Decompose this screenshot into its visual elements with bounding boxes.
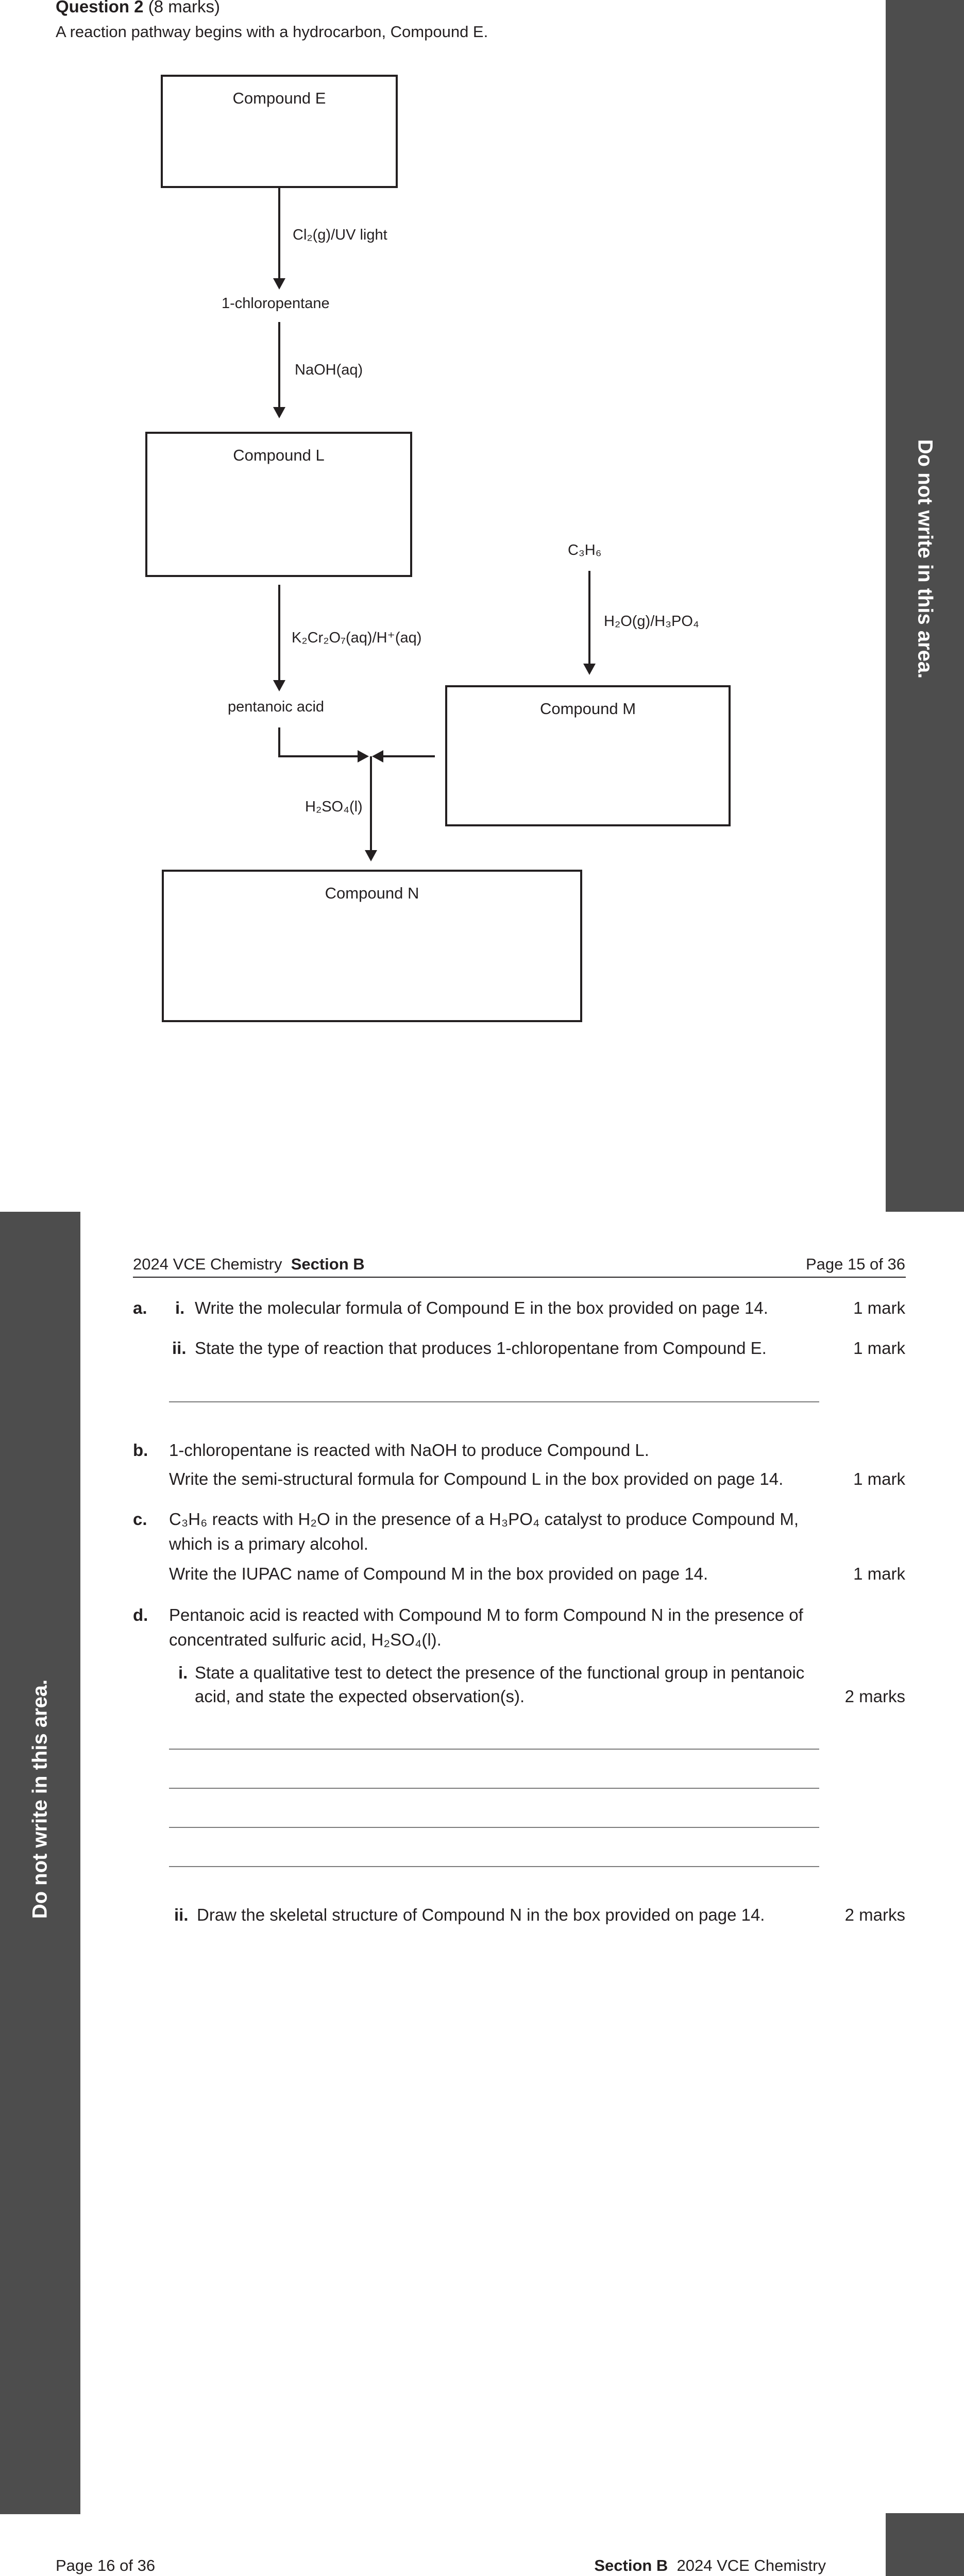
q-c-letter: c. <box>133 1510 147 1529</box>
no-write-label: Do not write in this area. <box>28 1679 52 1919</box>
q-a-ii-text: State the type of reaction that produces 1-chloropentane from Compound E. <box>195 1338 767 1358</box>
header-rule <box>133 1277 906 1278</box>
q-d-line2: concentrated sulfuric acid, H₂SO₄(l). <box>169 1630 442 1649</box>
no-write-band-right <box>886 0 964 1212</box>
q-a-ii-number: ii. <box>172 1338 187 1358</box>
question-intro: A reaction pathway begins with a hydrocarbon, Compound E. <box>56 23 488 41</box>
q-d-ii-marks: 2 marks <box>844 1905 905 1924</box>
exam-title: 2024 VCE Chemistry <box>677 2556 826 2574</box>
page-number-16: Page 16 of 36 <box>56 2556 156 2574</box>
arrow-head-icon <box>583 664 596 676</box>
arrow-head-icon <box>273 407 285 419</box>
answer-line[interactable] <box>169 1827 819 1828</box>
reagent-sulfuric-acid: H₂SO₄(l) <box>305 799 363 815</box>
exam-title: 2024 VCE Chemistry <box>133 1255 282 1273</box>
question-number: Question 2 <box>56 0 144 16</box>
q-d-i-line1: State a qualitative test to detect the presence of the functional group in pentanoic <box>195 1663 805 1682</box>
compound-e-label: Compound E <box>232 89 326 107</box>
compound-l-label: Compound L <box>233 446 325 464</box>
q-c-line3: Write the IUPAC name of Compound M in the box provided on page 14. <box>169 1564 708 1583</box>
arrow-shaft <box>370 756 372 854</box>
q-c-marks: 1 mark <box>853 1564 905 1583</box>
q-b-letter: b. <box>133 1440 148 1460</box>
connector-line <box>278 727 280 757</box>
q-b-line2: Write the semi-structural formula for Compound L in the box provided on page 14. <box>169 1469 784 1488</box>
arrow-shaft <box>278 322 280 412</box>
compound-n-answer-box[interactable] <box>162 870 582 1022</box>
q-a-i-number: i. <box>175 1298 185 1317</box>
section-name: Section B <box>594 2556 668 2574</box>
q-d-ii-number: ii. <box>174 1905 189 1924</box>
compound-m-answer-box[interactable] <box>445 685 731 826</box>
q-a-letter: a. <box>133 1298 147 1317</box>
arrow-head-icon <box>273 278 285 291</box>
no-write-band-right-bottom <box>886 2513 964 2576</box>
intermediate-1-chloropentane: 1-chloropentane <box>222 295 330 312</box>
arrow-head-icon <box>273 680 285 692</box>
q-a-i-text: Write the molecular formula of Compound E in the box provided on page 14. <box>195 1298 768 1317</box>
q-b-marks: 1 mark <box>853 1469 905 1488</box>
q-a-ii-marks: 1 mark <box>853 1338 905 1358</box>
reagent-naoh: NaOH(aq) <box>295 362 363 378</box>
q-d-i-number: i. <box>178 1663 188 1682</box>
q-d-letter: d. <box>133 1605 148 1624</box>
intermediate-pentanoic-acid: pentanoic acid <box>228 699 325 715</box>
arrow-shaft <box>278 188 280 283</box>
reagent-water-phosphoric: H₂O(g)/H₃PO₄ <box>604 613 699 630</box>
compound-l-answer-box[interactable] <box>145 432 412 577</box>
q-d-i-marks: 2 marks <box>844 1687 905 1706</box>
q-b-line1: 1-chloropentane is reacted with NaOH to produce Compound L. <box>169 1440 649 1460</box>
answer-line[interactable] <box>169 1749 819 1750</box>
page-header-right <box>594 2556 826 2575</box>
no-write-band-left <box>0 1212 80 2514</box>
q-c-line1: C₃H₆ reacts with H₂O in the presence of a H₃PO₄ catalyst to produce Compound M, <box>169 1510 799 1529</box>
reactant-c3h6: C₃H₆ <box>568 542 602 558</box>
arrow-shaft <box>278 585 280 685</box>
compound-e-answer-box[interactable] <box>161 75 398 188</box>
reagent-dichromate: K₂Cr₂O₇(aq)/H⁺(aq) <box>292 630 422 646</box>
q-d-line1: Pentanoic acid is reacted with Compound M to form Compound N in the presence of <box>169 1605 803 1624</box>
no-write-label: Do not write in this area. <box>914 439 937 679</box>
question-marks: (8 marks) <box>143 0 221 16</box>
section-name: Section B <box>291 1255 365 1273</box>
q-d-i-line2: acid, and state the expected observation(s). <box>195 1687 525 1706</box>
answer-line[interactable] <box>169 1866 819 1867</box>
arrow-head-icon <box>371 750 383 762</box>
compound-n-label: Compound N <box>325 884 419 902</box>
q-a-i-marks: 1 mark <box>853 1298 905 1317</box>
connector-line <box>278 755 358 757</box>
question-heading <box>56 0 220 16</box>
connector-line <box>382 755 435 757</box>
arrow-shaft <box>588 571 590 669</box>
arrow-head-icon <box>365 850 377 862</box>
compound-m-label: Compound M <box>539 700 636 718</box>
page-number: Page 15 of 36 <box>805 1255 905 1273</box>
arrow-head-icon <box>358 750 370 762</box>
reagent-cl2-uv: Cl₂(g)/UV light <box>293 227 387 243</box>
page-header-left <box>133 1255 365 1274</box>
answer-line[interactable] <box>169 1401 819 1402</box>
q-c-line2: which is a primary alcohol. <box>169 1534 368 1553</box>
answer-line[interactable] <box>169 1788 819 1789</box>
q-d-ii-text: Draw the skeletal structure of Compound N in the box provided on page 14. <box>197 1905 765 1924</box>
